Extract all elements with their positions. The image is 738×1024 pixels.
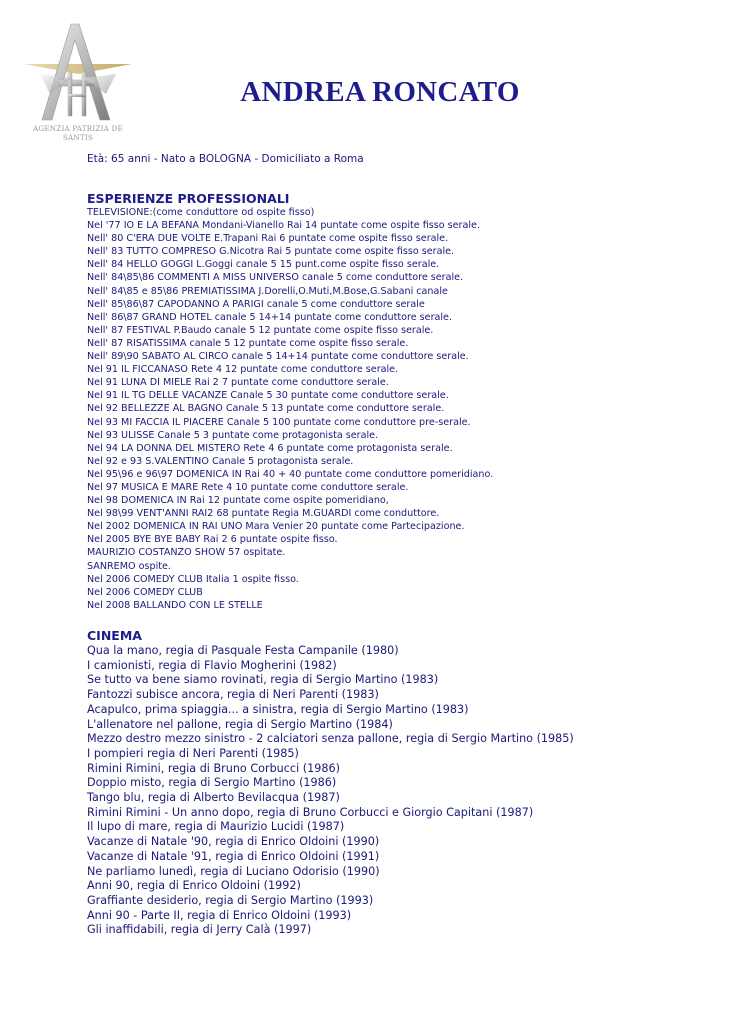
- list-item: SANREMO ospite.: [87, 560, 171, 572]
- list-item: Nel 2002 DOMENICA IN RAI UNO Mara Venier 20 puntate come Partecipazione.: [87, 521, 465, 533]
- list-item: Acapulco, prima spiaggia... a sinistra, regia di Sergio Martino (1983): [87, 702, 469, 716]
- list-item: Nel '77 IO E LA BEFANA Mondani-Vianello Rai 14 puntate come ospite fisso serale.: [87, 220, 481, 232]
- list-item: Nell' 84 HELLO GOGGI L.Goggi canale 5 15 punt.come ospite fisso serale.: [87, 259, 440, 271]
- list-item: Nell' 85\86\87 CAPODANNO A PARIGI canale 5 come conduttore serale: [87, 298, 425, 310]
- professional-heading: ESPERIENZE PROFESSIONALI: [87, 191, 290, 206]
- list-item: Nel 91 LUNA DI MIELE Rai 2 7 puntate come conduttore serale.: [87, 377, 389, 389]
- list-item: Nel 98\99 VENT'ANNI RAI2 68 puntate Regia M.GUARDI come conduttore.: [87, 508, 440, 520]
- list-item: Nell' 80 C'ERA DUE VOLTE E.Trapani Rai 6 puntate come ospite fisso serale.: [87, 233, 449, 245]
- professional-list: [87, 206, 727, 612]
- list-item: Nel 2008 BALLANDO CON LE STELLE: [87, 599, 263, 611]
- list-item: Rimini Rimini - Un anno dopo, regia di Bruno Corbucci e Giorgio Capitani (1987): [87, 805, 534, 819]
- list-item: Nell' 87 FESTIVAL P.Baudo canale 5 12 puntate come ospite fisso serale.: [87, 324, 434, 336]
- list-item: I pompieri regia di Neri Parenti (1985): [87, 746, 299, 760]
- list-item: Fantozzi subisce ancora, regia di Neri Parenti (1983): [87, 688, 379, 702]
- cinema-heading: CINEMA: [87, 628, 142, 643]
- list-item: Tango blu, regia di Alberto Bevilacqua (1987): [87, 791, 340, 805]
- star-a-logo-icon: [22, 20, 134, 124]
- list-item: Nel 2006 COMEDY CLUB Italia 1 ospite fisso.: [87, 573, 299, 585]
- list-item: Nel 94 LA DONNA DEL MISTERO Rete 4 6 puntate come protagonista serale.: [87, 442, 453, 454]
- list-item: Nel 92 e 93 S.VALENTINO Canale 5 protagonista serale.: [87, 455, 354, 467]
- list-item: Nell' 84\85\86 COMMENTI A MISS UNIVERSO canale 5 come conduttore serale.: [87, 272, 464, 284]
- list-item: Il lupo di mare, regia di Maurizio Lucidi (1987): [87, 820, 345, 834]
- list-item: Nel 2005 BYE BYE BABY Rai 2 6 puntate ospite fisso.: [87, 534, 338, 546]
- list-item: Nel 93 MI FACCIA IL PIACERE Canale 5 100 puntate come conduttore pre-serale.: [87, 416, 471, 428]
- list-item: Doppio misto, regia di Sergio Martino (1986): [87, 776, 337, 790]
- page-title: ANDREA RONCATO: [240, 76, 520, 108]
- list-item: Mezzo destro mezzo sinistro - 2 calciatori senza pallone, regia di Sergio Martino (1985): [87, 732, 574, 746]
- list-item: Nell' 89\90 SABATO AL CIRCO canale 5 14+14 puntate come conduttore serale.: [87, 351, 469, 363]
- list-item: Nel 93 ULISSE Canale 5 3 puntate come protagonista serale.: [87, 429, 379, 441]
- list-item: Vacanze di Natale '90, regia di Enrico Oldoini (1990): [87, 835, 380, 849]
- list-item: Nell' 84\85 e 85\86 PREMIATISSIMA J.Dorelli,O.Muti,M.Bose,G.Sabani canale: [87, 285, 448, 297]
- list-item: Gli inaffidabili, regia di Jerry Calà (1997): [87, 923, 312, 937]
- list-item: Nell' 83 TUTTO COMPRESO G.Nicotra Rai 5 puntate come ospite fisso serale.: [87, 246, 455, 258]
- list-item: Se tutto va bene siamo rovinati, regia di Sergio Martino (1983): [87, 673, 439, 687]
- list-item: Anni 90 - Parte II, regia di Enrico Oldoini (1993): [87, 908, 352, 922]
- list-item: Nel 98 DOMENICA IN Rai 12 puntate come ospite pomeridiano,: [87, 495, 389, 507]
- list-item: Nel 97 MUSICA E MARE Rete 4 10 puntate come conduttore serale.: [87, 481, 409, 493]
- agency-logo: [22, 20, 134, 142]
- list-item: Nel 92 BELLEZZE AL BAGNO Canale 5 13 puntate come conduttore serale.: [87, 403, 445, 415]
- cinema-list: [87, 644, 727, 938]
- list-item: Ne parliamo lunedì, regia di Luciano Odorisio (1990): [87, 864, 380, 878]
- list-item: Nell' 87 RISATISSIMA canale 5 12 puntate come ospite fisso serale.: [87, 337, 409, 349]
- agency-name: AGENZIA PATRIZIA DE SANTIS: [33, 124, 123, 142]
- list-item: Nel 95\96 e 96\97 DOMENICA IN Rai 40 + 40 puntate come conduttore pomeridiano.: [87, 468, 494, 480]
- list-item: Rimini Rimini, regia di Bruno Corbucci (1986): [87, 761, 340, 775]
- list-item: Graffiante desiderio, regia di Sergio Martino (1993): [87, 893, 374, 907]
- list-item: MAURIZIO COSTANZO SHOW 57 ospitate.: [87, 547, 286, 559]
- list-item: L'allenatore nel pallone, regia di Sergio Martino (1984): [87, 717, 393, 731]
- list-item: Nell' 86\87 GRAND HOTEL canale 5 14+14 puntate come conduttore serale.: [87, 311, 453, 323]
- list-item: Anni 90, regia di Enrico Oldoini (1992): [87, 879, 301, 893]
- list-item: Nel 91 IL TG DELLE VACANZE Canale 5 30 puntate come conduttore serale.: [87, 390, 449, 402]
- list-item: TELEVISIONE:(come conduttore od ospite fisso): [87, 207, 315, 218]
- personal-info: Età: 65 anni - Nato a BOLOGNA - Domiciliato a Roma: [87, 153, 364, 165]
- list-item: Qua la mano, regia di Pasquale Festa Campanile (1980): [87, 644, 399, 657]
- list-item: Nel 91 IL FICCANASO Rete 4 12 puntate come conduttore serale.: [87, 364, 399, 376]
- list-item: Vacanze di Natale '91, regia di Enrico Oldoini (1991): [87, 849, 380, 863]
- list-item: Nel 2006 COMEDY CLUB: [87, 586, 203, 598]
- list-item: I camionisti, regia di Flavio Mogherini (1982): [87, 658, 337, 672]
